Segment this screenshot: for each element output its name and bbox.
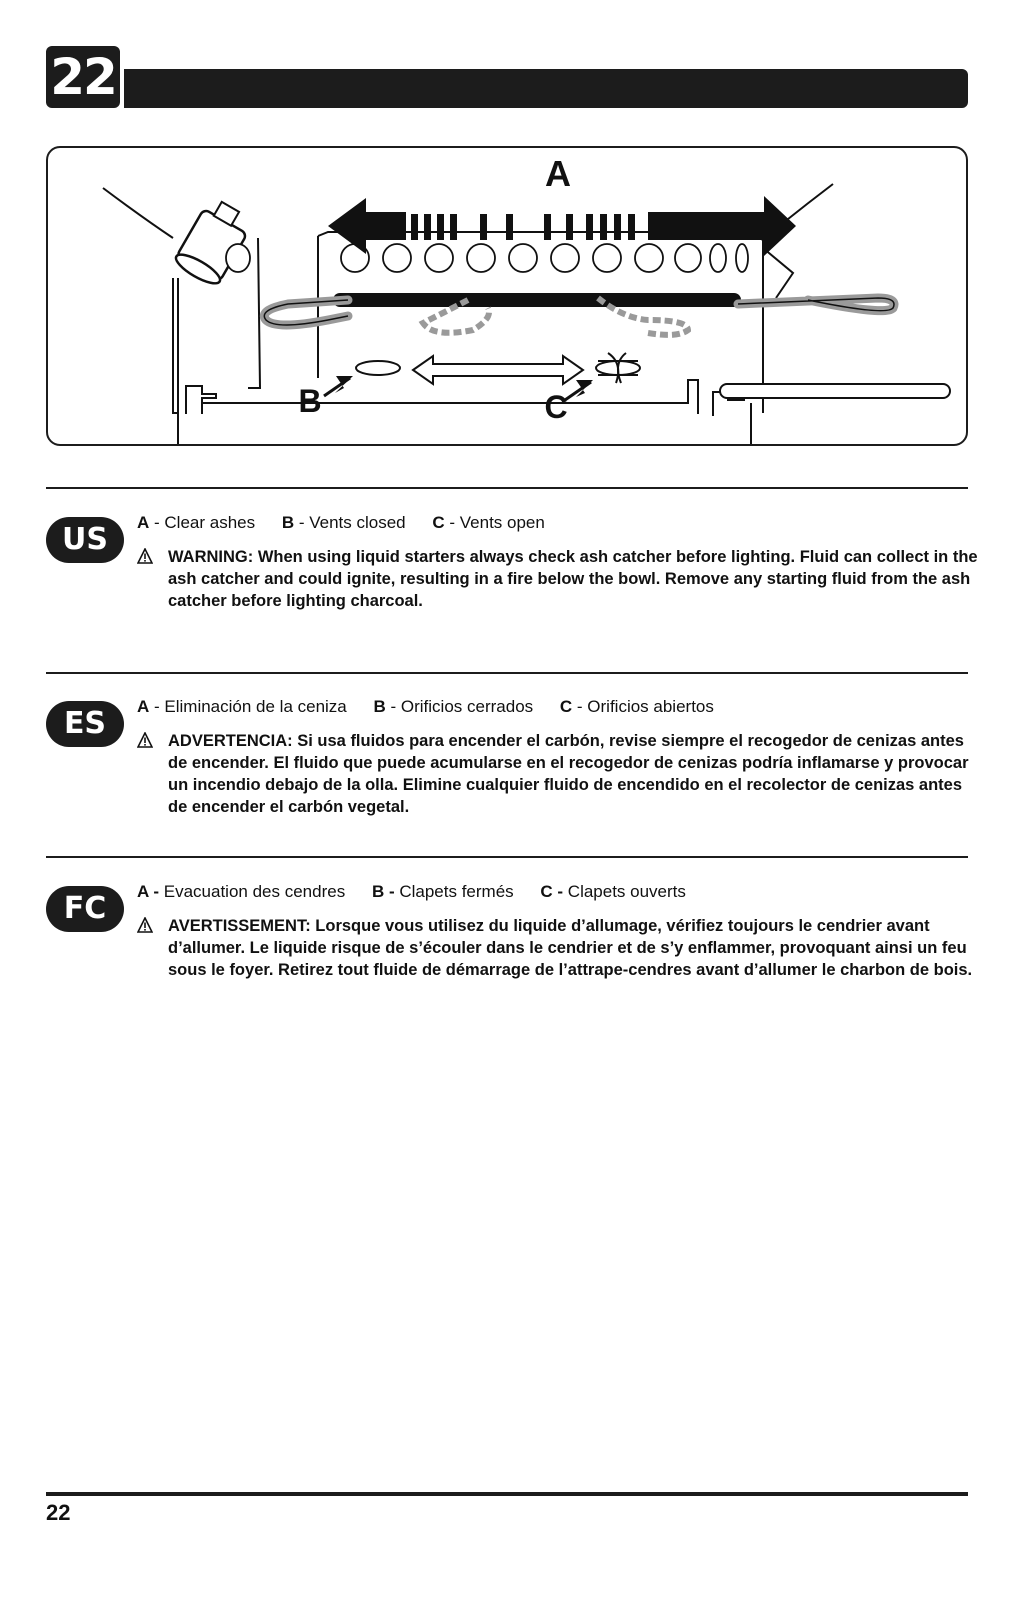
legend-key-a: A - xyxy=(137,882,160,901)
legend-text-b: Clapets fermés xyxy=(394,882,514,901)
legend-text-c: Clapets ouverts xyxy=(563,882,686,901)
ash-catcher-illustration xyxy=(46,146,968,446)
legend-key-b: B - xyxy=(371,882,395,901)
legend-key-a: A xyxy=(137,697,150,716)
warning-icon xyxy=(137,732,153,748)
section-divider xyxy=(46,672,968,674)
callout-c-label: C xyxy=(544,389,568,425)
legend-text-a: - Eliminación de la ceniza xyxy=(149,697,347,716)
legend-key-c: C xyxy=(559,697,573,716)
legend-text-c: - Vents open xyxy=(444,513,545,532)
callout-a-label: A xyxy=(545,153,571,194)
open-vent-symbol xyxy=(596,353,640,383)
warning-icon xyxy=(137,548,153,564)
lang-badge-es: ES xyxy=(46,701,124,747)
legend-text-a: - Clear ashes xyxy=(149,513,256,532)
vent-holes xyxy=(226,244,748,272)
lang-badge-fc: FC xyxy=(46,886,124,932)
legend-key-c: C - xyxy=(540,882,564,901)
warning-text-fc: AVERTISSEMENT: Lorsque vous utilisez du liquide d’allumage, vérifiez toujours le cendrier avant d’allumer. Le liquide risque de s’écouler dans le cendrier et de s’y enflammer, provoquant ainsi un feu sous le foyer. Retirez tout fluide de démarrage de l’attrape-cendres avant d’allumer le charbon de bois. xyxy=(168,917,973,979)
step-number-badge: 22 xyxy=(46,46,120,108)
handle-knob xyxy=(172,196,254,289)
legend-text-b: - Orificios cerrados xyxy=(385,697,534,716)
lang-badge-us: US xyxy=(46,517,124,563)
warning-icon xyxy=(137,917,153,933)
section-divider xyxy=(46,487,968,489)
legend-text-c: - Orificios abiertos xyxy=(572,697,714,716)
page-number: 22 xyxy=(46,1500,71,1525)
footer-rule xyxy=(46,1492,968,1496)
legend-key-c: C xyxy=(432,513,445,532)
legend-fc xyxy=(137,882,708,902)
legend-us xyxy=(137,513,567,533)
warning-text-es: ADVERTENCIA: Si usa fluidos para encender el carbón, revise siempre el recogedor de cenizas antes de encender. El fluido que puede acumularse en el recogedor de cenizas podría inflamarse y provocar un incendio debajo de la olla. Elimine cualquier fluido de encendido en el recolector de cenizas antes de encender el carbón vegetal. xyxy=(168,732,969,816)
legend-key-a: A xyxy=(137,513,150,532)
grill-bottom-drawing xyxy=(48,148,968,446)
legend-key-b: B xyxy=(373,697,386,716)
callout-b-label: B xyxy=(298,383,322,419)
warning-text-us: WARNING: When using liquid starters always check ash catcher before lighting. Fluid can collect in the ash catcher and could ignite, resulting in a fire below the bowl. Remove any starting fluid from the ash catcher before lighting charcoal. xyxy=(168,548,978,610)
step-header-bar xyxy=(124,69,968,108)
legend-text-b: - Vents closed xyxy=(294,513,406,532)
legend-es xyxy=(137,697,736,717)
legend-text-a: Evacuation des cendres xyxy=(159,882,346,901)
legend-key-b: B xyxy=(281,513,295,532)
section-divider xyxy=(46,856,968,858)
